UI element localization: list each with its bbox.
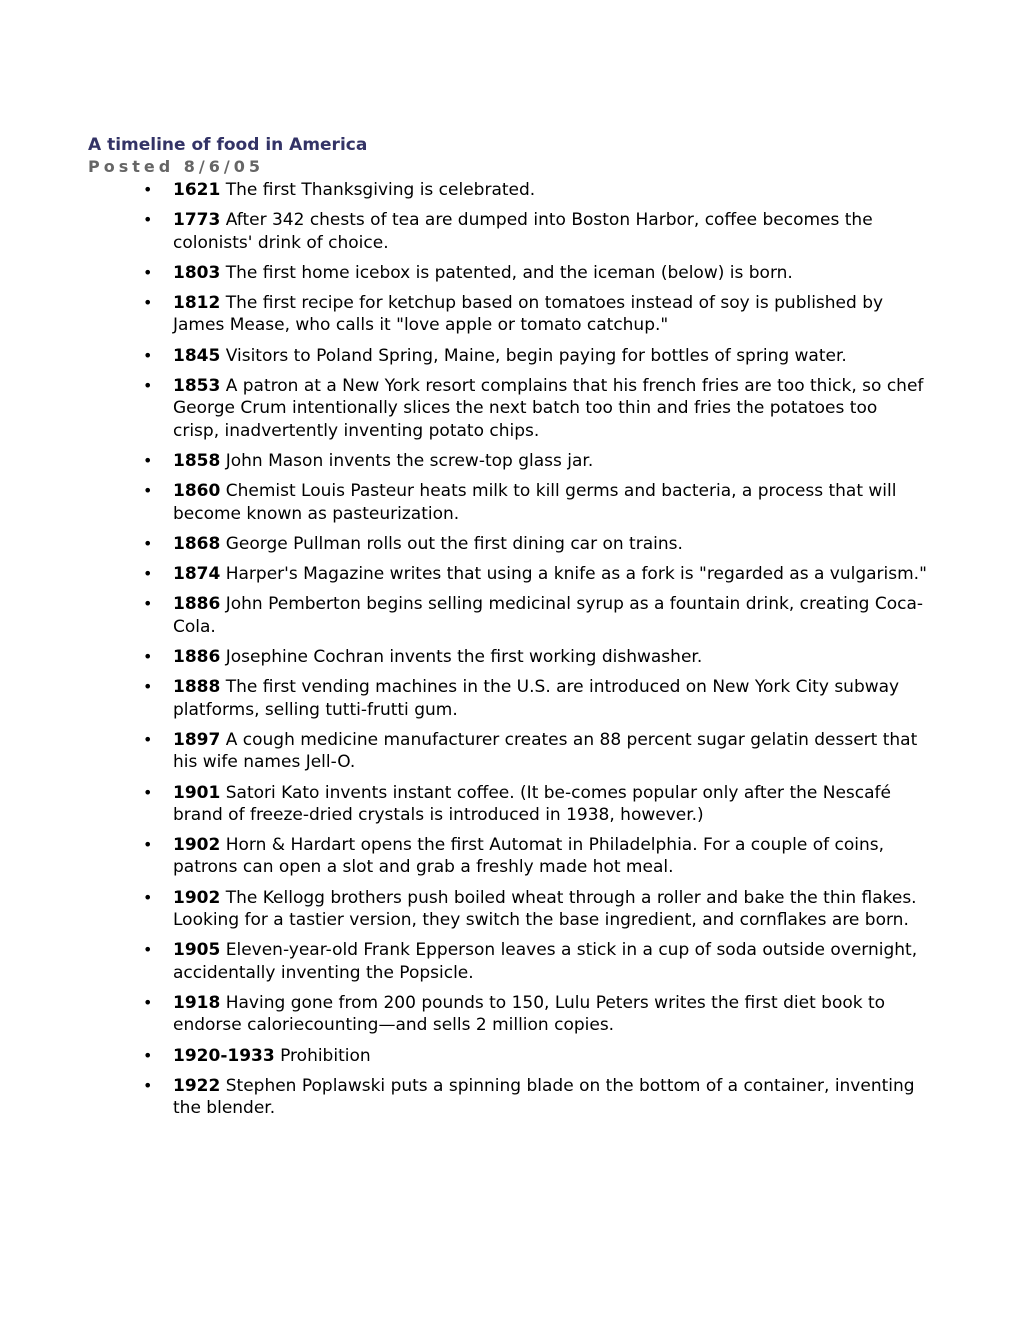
entry-text: Visitors to Poland Spring, Maine, begin paying for bottles of spring water. [225,345,847,366]
list-item [88,676,928,721]
entry-year: 1897 [173,729,221,750]
list-item [88,480,928,525]
entry-year: 1901 [173,782,221,803]
entry-year: 1858 [173,450,221,471]
list-item [88,992,928,1037]
list-item [88,646,928,668]
entry-year: 1853 [173,376,221,397]
article [88,134,928,1127]
entry-text: John Mason invents the screw-top glass jar. [225,450,594,471]
entry-year: 1886 [173,647,221,668]
entry-year: 1773 [173,210,221,231]
entry-year: 1902 [173,887,221,908]
list-item [88,262,928,284]
entry-text: The first Thanksgiving is celebrated. [225,180,536,200]
entry-year: 1922 [173,1075,221,1096]
list-item [88,209,928,254]
list-item [88,1045,928,1067]
list-item [88,1075,928,1120]
entry-text: Eleven-year-old Frank Epperson leaves a stick in a cup of soda outside overnight, accidentally inventing the Popsicle. [173,940,918,983]
list-item [88,179,928,201]
entry-text: Having gone from 200 pounds to 150, Lulu Peters writes the first diet book to endorse caloriecounting—and sells 2 million copies. [173,992,886,1036]
entry-text: The first vending machines in the U.S. are introduced on New York City subway platforms, selling tutti-frutti gum. [173,677,900,720]
list-item [88,375,928,442]
posted-date: Posted 8/6/05 [88,157,264,176]
page-title: A timeline of food in America [88,135,368,155]
timeline-list [88,179,928,1119]
list-item [88,593,928,638]
entry-year: 1902 [173,835,221,856]
entry-text: George Pullman rolls out the first dining car on trains. [225,533,683,554]
entry-text: Harper's Magazine writes that using a knife as a fork is "regarded as a vulgarism." [225,564,927,585]
entry-text: A cough medicine manufacturer creates an 88 percent sugar gelatin dessert that his wife names Jell-O. [173,729,918,773]
entry-text: The first home icebox is patented, and the iceman (below) is born. [225,262,793,283]
list-item [88,887,928,932]
entry-text: Josephine Cochran invents the first working dishwasher. [225,647,703,668]
entry-year: 1918 [173,992,221,1013]
list-item [88,834,928,879]
entry-year: 1920-1933 [173,1045,275,1066]
entry-year: 1812 [173,293,221,314]
list-item [88,533,928,555]
entry-year: 1888 [173,677,221,698]
entry-year: 1874 [173,564,221,585]
entry-year: 1621 [173,180,221,200]
entry-year: 1868 [173,533,221,554]
entry-text: The Kellogg brothers push boiled wheat through a roller and bake the thin flakes. Looking for a tastier version, they switch the base ingredient, and cornflakes are born. [173,887,917,931]
entry-text: After 342 chests of tea are dumped into Boston Harbor, coffee becomes the colonists' drink of choice. [173,210,873,253]
entry-year: 1803 [173,262,221,283]
entry-text: Satori Kato invents instant coffee. (It be-comes popular only after the Nescafé brand of freeze-dried crystals is introduced in 1938, however.) [173,782,891,825]
entry-year: 1845 [173,345,221,366]
list-item [88,939,928,984]
list-item [88,563,928,585]
entry-text: Stephen Poplawski puts a spinning blade on the bottom of a container, inventing the blender. [173,1075,915,1119]
entry-text: Horn & Hardart opens the first Automat in Philadelphia. For a couple of coins, patrons can open a slot and grab a freshly made hot meal. [173,835,884,878]
entry-text: John Pemberton begins selling medicinal syrup as a fountain drink, creating Coca-Cola. [173,594,924,637]
list-item [88,729,928,774]
entry-year: 1860 [173,481,221,502]
entry-text: Chemist Louis Pasteur heats milk to kill germs and bacteria, a process that will become known as pasteurization. [173,481,897,524]
entry-text: The first recipe for ketchup based on tomatoes instead of soy is published by James Mease, who calls it "love apple or tomato catchup." [173,293,884,336]
list-item [88,292,928,337]
entry-text: Prohibition [280,1045,371,1066]
entry-text: A patron at a New York resort complains that his french fries are too thick, so chef George Crum intentionally slices the next batch too thin and fries the potatoes too crisp, inadvertently inventing potato chips. [173,376,924,441]
list-item [88,782,928,827]
list-item [88,345,928,367]
entry-year: 1905 [173,940,221,961]
entry-year: 1886 [173,594,221,615]
list-item [88,450,928,472]
